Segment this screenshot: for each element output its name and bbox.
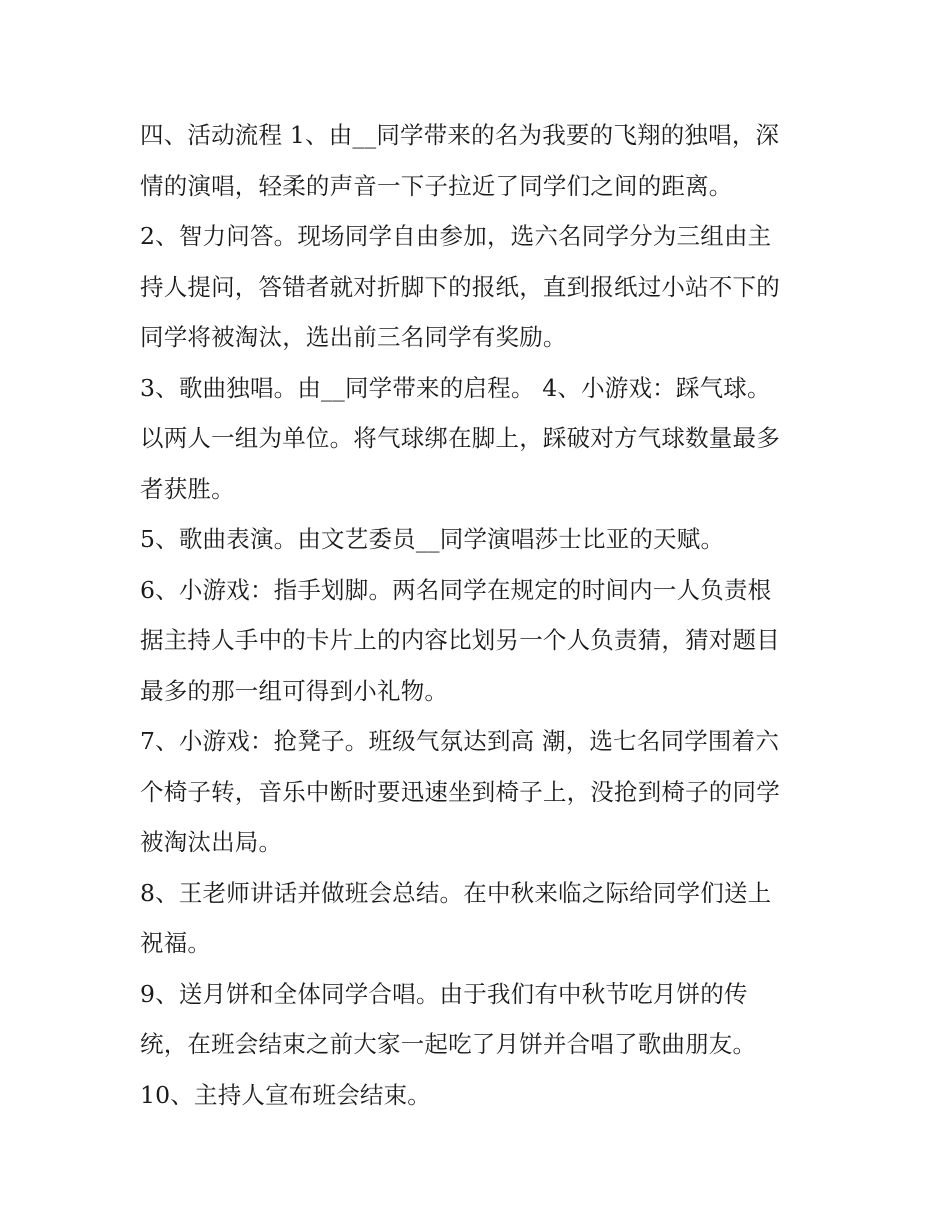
text-line: 10、主持人宣布班会结束。: [140, 1080, 432, 1109]
text-line: 据主持人手中的卡片上的内容比划另一个人负责猜，猜对题目: [140, 626, 780, 654]
text-line: 6、小游戏：指手划脚。两名同学在规定的时间内一人负责根: [140, 575, 772, 604]
text-line: 情的演唱，轻柔的声音一下子拉近了同学们之间的距离。: [140, 171, 733, 200]
text-line: 同学将被淘汰，选出前三名同学有奖励。: [140, 323, 567, 351]
document-body: [140, 110, 820, 1120]
text-line: 2、智力问答。现场同学自由参加，选六名同学分为三组由主: [140, 222, 772, 250]
text-line: 5、歌曲表演。由文艺委员__同学演唱莎士比亚的天赋。: [140, 525, 725, 553]
text-line: 统，在班会结束之前大家一起吃了月饼并合唱了歌曲朋友。: [140, 1030, 757, 1058]
text-line: 7、小游戏：抢凳子。班级气氛达到高 潮，选七名同学围着六: [140, 727, 780, 755]
text-line: 以两人一组为单位。将气球绑在脚上，踩破对方气球数量最多: [140, 424, 780, 452]
text-line: 祝福。: [140, 929, 212, 957]
text-line: 被淘汰出局。: [140, 828, 283, 856]
text-line: 持人提问，答错者就对折脚下的报纸，直到报纸过小站不下的: [140, 272, 780, 301]
text-line: 9、送月饼和全体同学合唱。由于我们有中秋节吃月饼的传: [140, 979, 748, 1008]
text-line: 最多的那一组可得到小礼物。: [140, 676, 449, 705]
text-line: 8、王老师讲话并做班会总结。在中秋来临之际给同学们送上: [140, 878, 772, 907]
text-line: 3、歌曲独唱。由__同学带来的启程。 4、小游戏：踩气球。: [140, 373, 771, 402]
text-line: 个椅子转，音乐中断时要迅速坐到椅子上，没抢到椅子的同学: [140, 777, 780, 806]
text-line: 四、活动流程 1、由__同学带来的名为我要的飞翔的独唱，深: [140, 121, 780, 149]
text-line: 者获胜。: [140, 474, 235, 503]
